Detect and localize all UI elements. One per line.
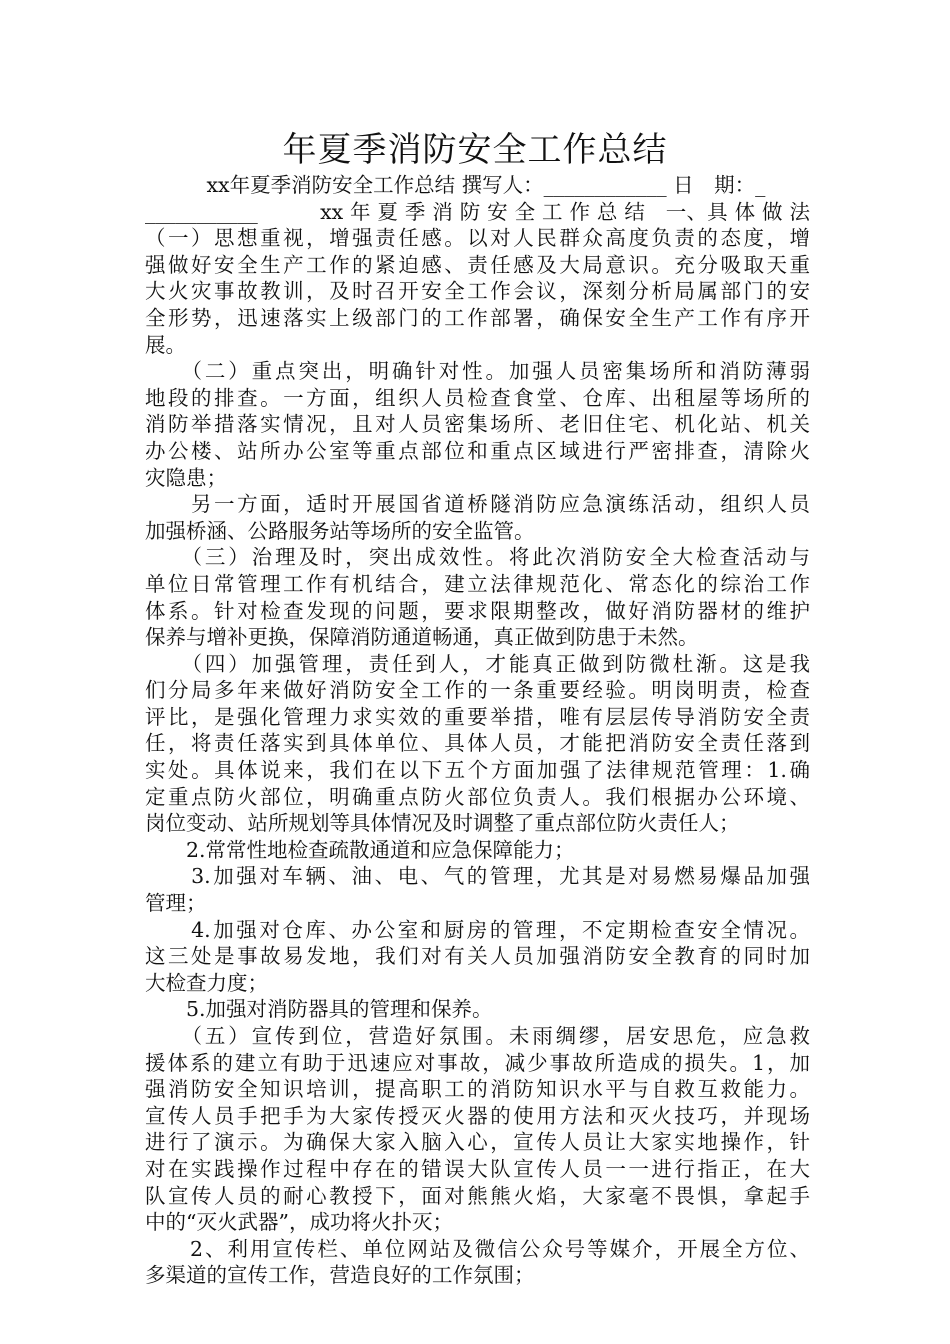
text-line: 办公楼、站所办公室等重点部位和重点区域进行严密排查，清除火 [145,438,810,463]
text-line: 保养与增补更换，保障消防通道畅通，真正做到防患于未然。 [145,625,699,650]
text-line: 评比，是强化管理力求实效的重要举措，唯有层层传导消防安全责 [145,704,810,729]
text-line: 体系。针对检查发现的问题，要求限期整改，做好消防器材的维护 [145,598,810,623]
text-line: （二）重点突出，明确针对性。加强人员密集场所和消防薄弱 [145,359,810,384]
text-line: （三）治理及时，突出成效性。将此次消防安全大检查活动与 [145,545,810,570]
text-line: 中的“灭火武器”，成功将火扑灭； [145,1210,453,1235]
text-line: 全形势，迅速落实上级部门的工作部署，确保安全生产工作有序开 [145,305,810,330]
text-line: 大检查力度； [145,970,268,995]
text-line: 任，将责任落实到具体单位、具体人员，才能把消防安全责任落到 [145,731,810,756]
text-line: 这三处是事故易发地，我们对有关人员加强消防安全教育的同时加 [145,944,810,969]
text-line: 2.常常性地检查疏散通道和应急保障能力； [145,837,575,862]
text-line: 灾隐患； [145,465,227,490]
text-line: 5.加强对消防器具的管理和保养。 [145,997,493,1022]
text-line: xx年夏季消防安全工作总结 撰写人：____________ 日 期：_ [145,173,766,197]
text-line: ___________ xx 年 夏 季 消 防 安 全 工 作 总 结 一、具 体 做 法 [145,199,810,224]
text-line: 展。 [145,332,186,357]
text-line: 消防举措落实情况，且对人员密集场所、老旧住宅、机化站、机关 [145,412,810,437]
text-line: 单位日常管理工作有机结合，建立法律规范化、常态化的综治工作 [145,571,810,596]
text-line: 岗位变动、站所规划等具体情况及时调整了重点部位防火责任人； [145,811,740,836]
text-line: 加强桥涵、公路服务站等场所的安全监管。 [145,518,535,543]
text-line: 2、利用宣传栏、单位网站及微信公众号等媒介，开展全方位、 [145,1236,810,1261]
text-line: 宣传人员手把手为大家传授灭火器的使用方法和灭火技巧，并现场 [145,1103,810,1128]
text-line: 地段的排查。一方面，组织人员检查食堂、仓库、出租屋等场所的 [145,385,810,410]
text-line: 管理； [145,891,207,916]
text-line: （四）加强管理，责任到人，才能真正做到防微杜渐。这是我 [145,651,810,676]
document-title: 年夏季消防安全工作总结 [282,130,668,170]
text-line: 实处。具体说来，我们在以下五个方面加强了法律规范管理：1.确 [145,758,810,783]
text-line: 4.加强对仓库、办公室和厨房的管理，不定期检查安全情况。 [145,917,810,942]
text-line: 进行了演示。为确保大家入脑入心，宣传人员让大家实地操作，针 [145,1130,810,1155]
text-line: 们分局多年来做好消防安全工作的一条重要经验。明岗明责，检查 [145,678,810,703]
text-line: 强消防安全知识培训，提高职工的消防知识水平与自救互救能力。 [145,1077,810,1102]
text-line: 对在实践操作过程中存在的错误大队宣传人员一一进行指正，在大 [145,1156,810,1181]
text-line: 队宣传人员的耐心教授下，面对熊熊火焰，大家毫不畏惧，拿起手 [145,1183,810,1208]
text-line: （一）思想重视，增强责任感。以对人民群众高度负责的态度，增 [145,226,810,251]
text-line: 多渠道的宣传工作，营造良好的工作氛围； [145,1263,535,1288]
text-line: 强做好安全生产工作的紧迫感、责任感及大局意识。充分吸取天重 [145,252,810,277]
text-line: 援体系的建立有助于迅速应对事故，减少事故所造成的损失。1，加 [145,1050,810,1075]
text-line: 另一方面，适时开展国省道桥隧消防应急演练活动，组织人员 [145,492,810,517]
text-line: （五）宣传到位，营造好氛围。未雨绸缪，居安思危，应急救 [145,1024,810,1048]
text-line: 定重点防火部位，明确重点防火部位负责人。我们根据办公环境、 [145,784,810,809]
text-line: 大火灾事故教训，及时召开安全工作会议，深刻分析局属部门的安 [145,279,810,304]
text-line: 3.加强对车辆、油、电、气的管理，尤其是对易燃易爆品加强 [145,864,810,889]
document-body [145,172,810,1289]
